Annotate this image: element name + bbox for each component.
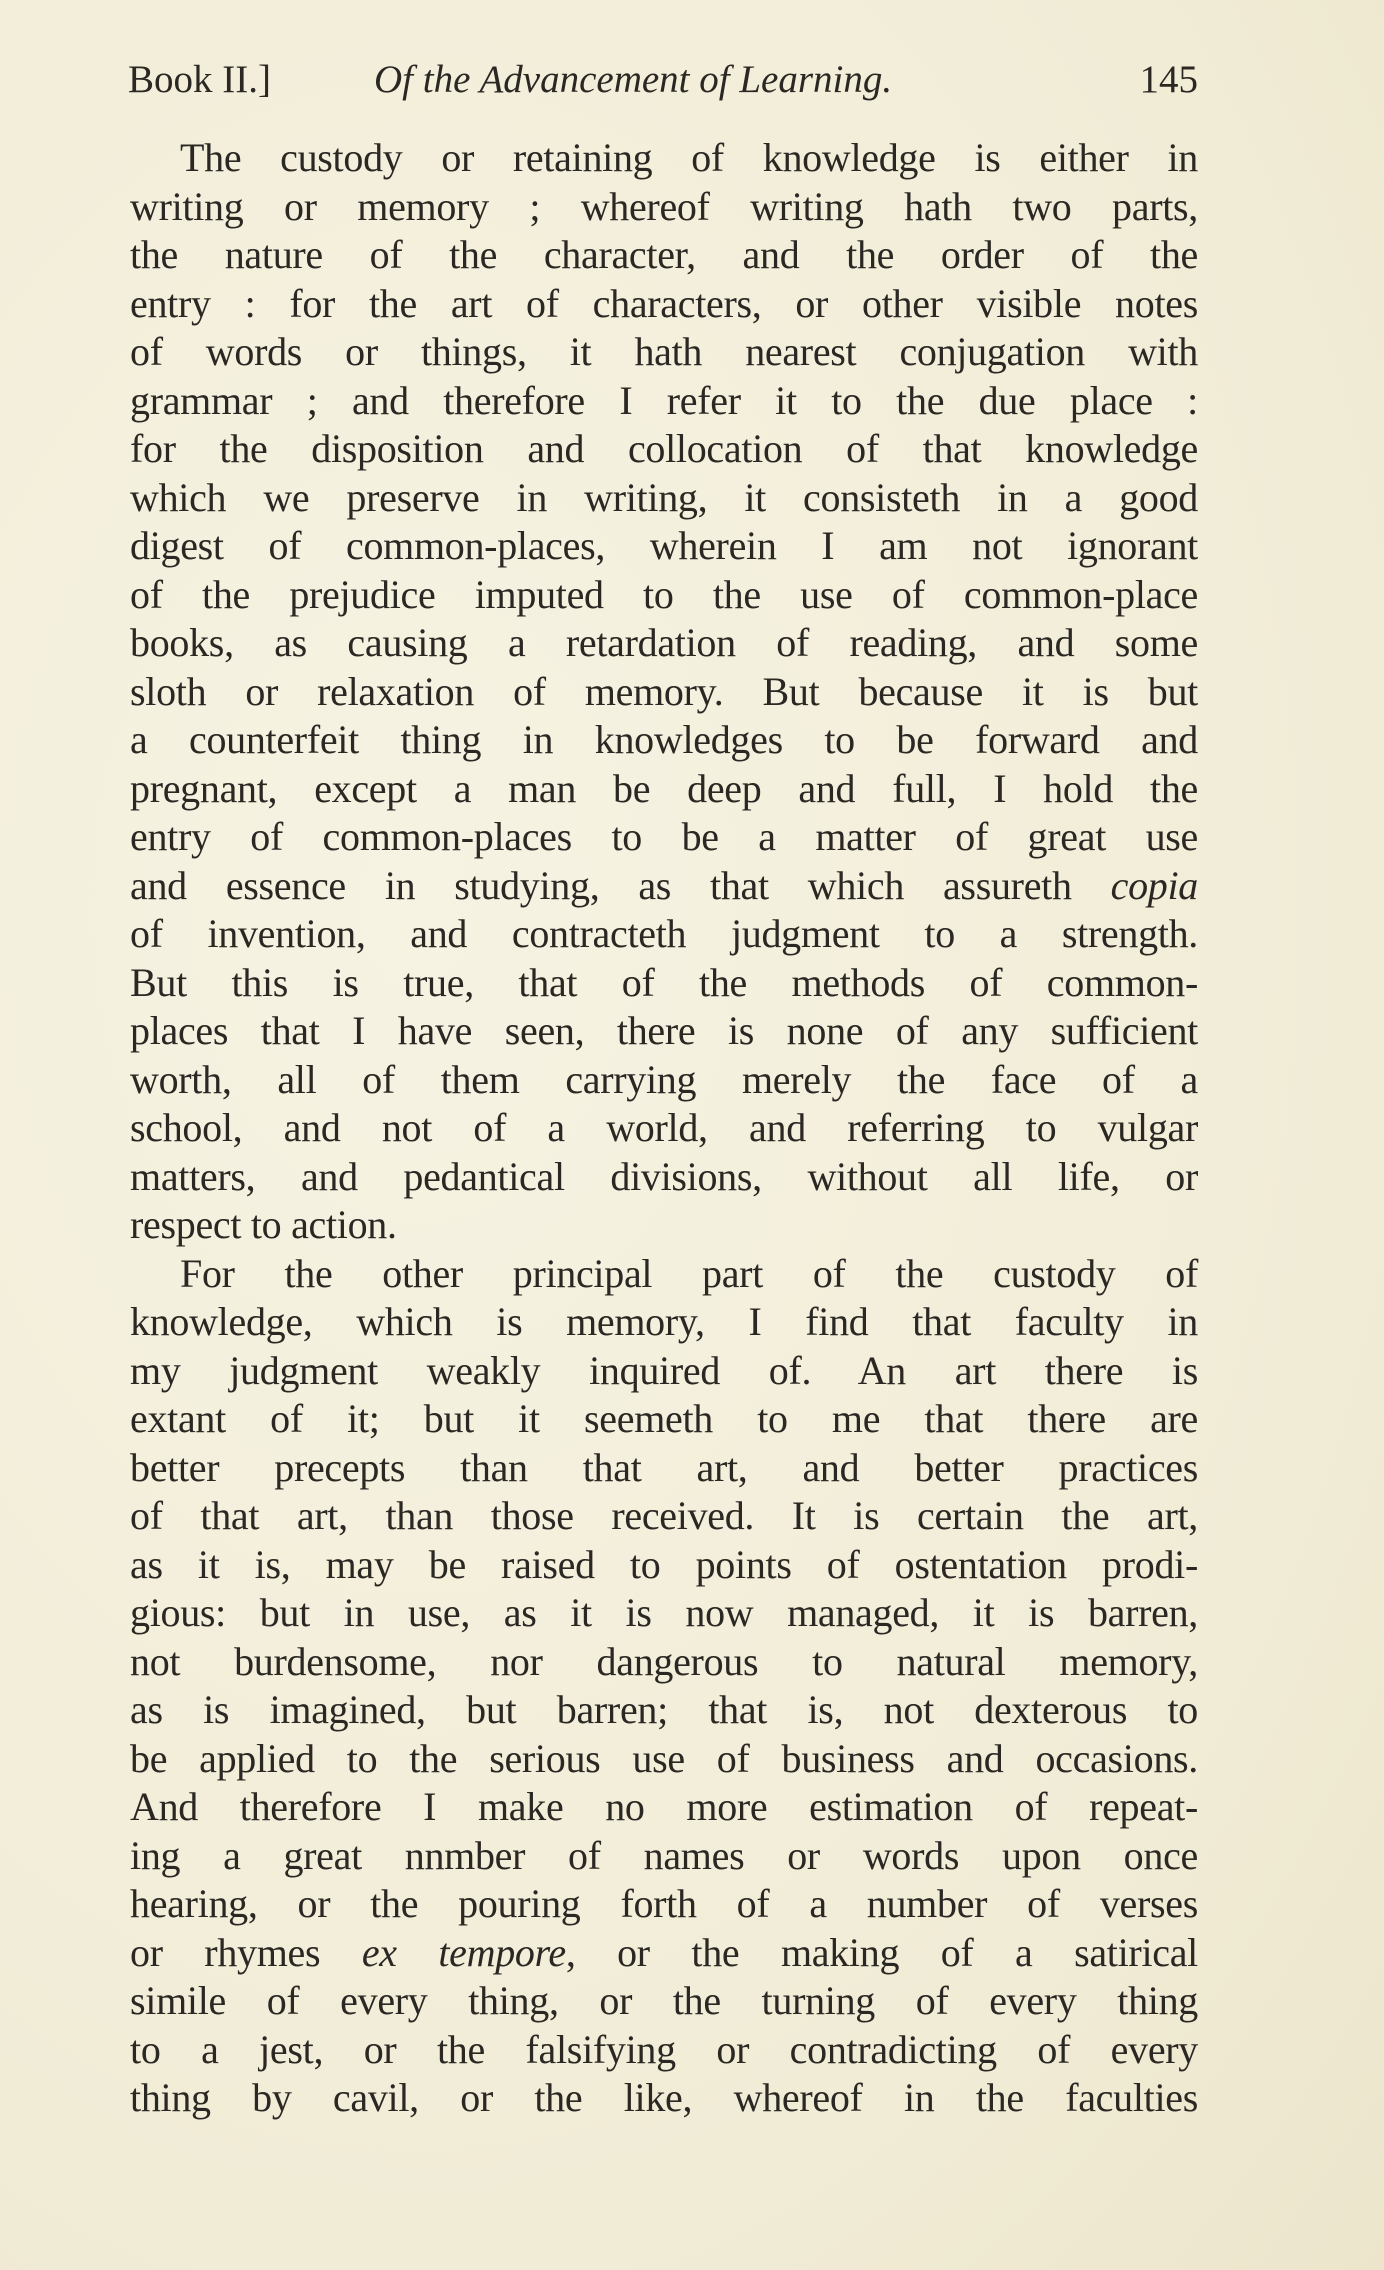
text-line: hearing, or the pouring forth of a number of verses (130, 1881, 1198, 1926)
text-line: matters, and pedantical divisions, without all life, or (130, 1153, 1198, 1199)
text-line: be applied to the serious use of business and occasions. (130, 1735, 1198, 1781)
book-label: Book II.] (128, 58, 271, 101)
text-line: school, and not of a world, and referring to vulgar (130, 1105, 1198, 1150)
text-line: For the other principal part of the custody of (180, 1250, 1198, 1296)
running-title: Of the Advancement of Learning. (374, 58, 893, 101)
text-line: ing a great nnmber of names or words upon once (130, 1832, 1198, 1878)
text-line: extant of it; but it seemeth to me that there are (130, 1396, 1198, 1441)
text-line: writing or memory ; whereof writing hath two parts, (130, 183, 1198, 229)
text-line: to a jest, or the falsifying or contradicting of every (130, 2026, 1198, 2072)
text-line: as is imagined, but barren; that is, not dexterous to (130, 1687, 1198, 1732)
text-line: and essence in studying, as that which assureth copia (130, 862, 1198, 908)
text-line: my judgment weakly inquired of. An art there is (130, 1347, 1198, 1393)
text-line: gious: but in use, as it is now managed, it is barren, (130, 1590, 1198, 1635)
text-line: for the disposition and collocation of that knowledge (130, 426, 1198, 471)
text-line: But this is true, that of the methods of common- (130, 959, 1198, 1005)
text-line: thing by cavil, or the like, whereof in the faculties (130, 2075, 1198, 2120)
text-line: respect to action. (130, 1202, 397, 1247)
text-line: as it is, may be raised to points of ostentation prodi- (130, 1541, 1198, 1587)
page-number: 145 (1139, 58, 1198, 101)
italic-phrase: ex tempore (361, 1929, 566, 1975)
text-line: entry : for the art of characters, or other visible notes (130, 280, 1198, 326)
running-header (128, 52, 1198, 108)
text-line: knowledge, which is memory, I find that faculty in (130, 1299, 1198, 1344)
text-line: or rhymes ex tempore, or the making of a satirical (130, 1929, 1198, 1975)
text-line: digest of common-places, wherein I am not ignorant (130, 523, 1198, 568)
paragraph (130, 1250, 1198, 2123)
text-line: The custody or retaining of knowledge is either in (180, 135, 1198, 180)
italic-phrase: copia (1110, 862, 1198, 908)
text-line: a counterfeit thing in knowledges to be forward and (130, 717, 1198, 762)
text-line: places that I have seen, there is none of any sufficient (130, 1008, 1198, 1053)
text-line: which we preserve in writing, it consisteth in a good (130, 474, 1198, 520)
text-line: worth, all of them carrying merely the face of a (130, 1056, 1198, 1102)
text-line: entry of common-places to be a matter of great use (130, 814, 1198, 859)
paragraph (130, 134, 1198, 1250)
text-line: pregnant, except a man be deep and full, I hold the (130, 765, 1198, 811)
text-line: simile of every thing, or the turning of every thing (130, 1978, 1198, 2023)
text-line: grammar ; and therefore I refer it to the due place : (130, 377, 1198, 423)
text-line: better precepts than that art, and better practices (130, 1444, 1198, 1490)
text-line: books, as causing a retardation of reading, and some (130, 620, 1198, 665)
text-line: of the prejudice imputed to the use of common-place (130, 571, 1198, 617)
text-line: of words or things, it hath nearest conjugation with (130, 329, 1198, 374)
text-line: And therefore I make no more estimation of repeat- (130, 1784, 1198, 1829)
page-body (130, 134, 1198, 2123)
text-line: of invention, and contracteth judgment to a strength. (130, 911, 1198, 956)
text-line: of that art, than those received. It is certain the art, (130, 1493, 1198, 1538)
text-line: the nature of the character, and the order of the (130, 232, 1198, 277)
text-line: sloth or relaxation of memory. But because it is but (130, 668, 1198, 714)
text-line: not burdensome, nor dangerous to natural memory, (130, 1638, 1198, 1684)
